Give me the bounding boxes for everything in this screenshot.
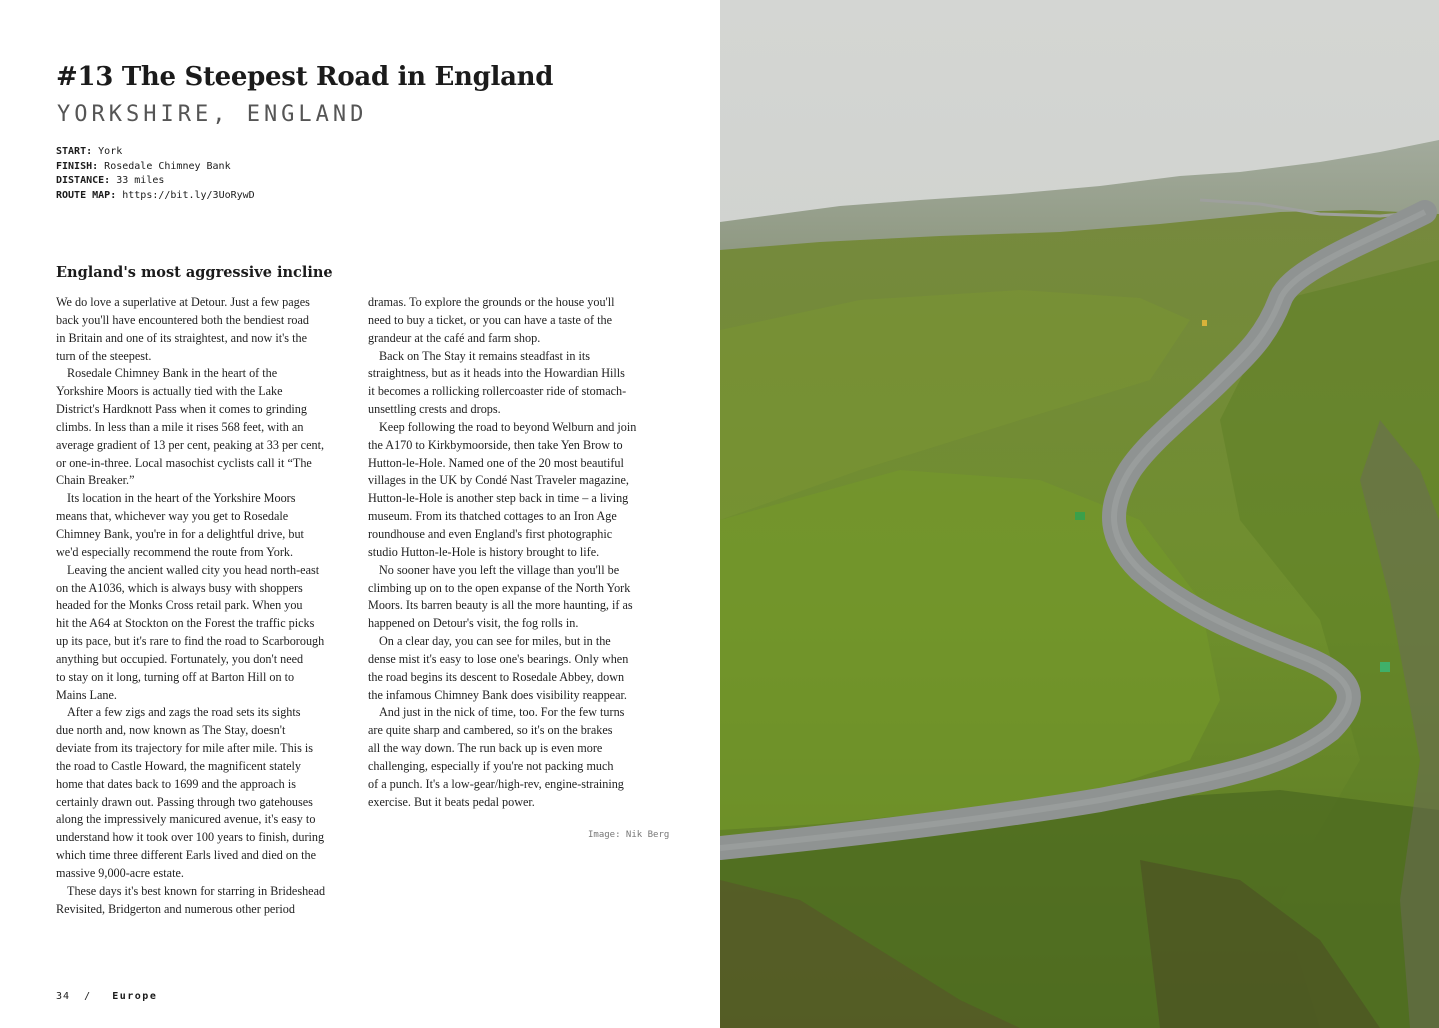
body-line: Hutton-le-Hole is another step back in time – a living bbox=[368, 491, 629, 506]
body-line: average gradient of 13 per cent, peaking at 33 per cent, bbox=[56, 437, 325, 452]
body-line: happened on Detour's visit, the fog rolls in. bbox=[368, 616, 579, 631]
body-line: due north and, now known as The Stay, doesn't bbox=[56, 723, 286, 738]
route-distance-label: DISTANCE bbox=[56, 175, 105, 186]
body-line: Yorkshire Moors is actually tied with the Lake bbox=[56, 384, 283, 399]
body-line: challenging, especially if you're not packing much bbox=[368, 758, 614, 773]
section-name: Europe bbox=[112, 991, 158, 1002]
body-line: deviate from its trajectory for mile after mile. This is bbox=[56, 741, 313, 756]
body-line: Revisited, Bridgerton and numerous other period bbox=[56, 901, 295, 916]
body-line: turn of the steepest. bbox=[56, 348, 152, 363]
body-column-1 bbox=[56, 294, 325, 919]
body-line: back you'll have encountered both the bendiest road bbox=[56, 312, 309, 327]
body-line: Hutton-le-Hole. Named one of the 20 most beautiful bbox=[368, 455, 624, 470]
roadside-marker bbox=[1380, 662, 1390, 672]
body-line: Back on The Stay it remains steadfast in its bbox=[379, 348, 590, 363]
body-line: Chain Breaker.” bbox=[56, 473, 135, 488]
body-line: all the way down. The run back up is even more bbox=[368, 741, 603, 756]
landscape-photo bbox=[720, 0, 1439, 1028]
page-footer bbox=[56, 991, 157, 1002]
body-line: the infamous Chimney Bank does visibility reappear. bbox=[368, 687, 627, 702]
body-line: Leaving the ancient walled city you head north-east bbox=[67, 562, 320, 577]
body-line: grandeur at the café and farm shop. bbox=[368, 330, 541, 345]
route-map: ROUTE MAP: https://bit.ly/3UoRywD bbox=[56, 189, 255, 201]
route-distance: DISTANCE: 33 miles bbox=[56, 175, 165, 186]
body-line: the road to Castle Howard, the magnificent stately bbox=[56, 758, 302, 773]
body-line: Moors. Its barren beauty is all the more haunting, if as bbox=[368, 598, 633, 613]
route-start-value: York bbox=[98, 146, 123, 157]
body-line: in Britain and one of its straightest, and now it's the bbox=[56, 330, 307, 345]
route-info bbox=[56, 145, 255, 203]
body-line: climbing up on to the open expanse of the North York bbox=[368, 580, 631, 595]
page-number: 34 bbox=[56, 991, 71, 1002]
body-line: home that dates back to 1699 and the approach is bbox=[56, 776, 296, 791]
road-sign bbox=[1202, 320, 1207, 326]
body-line: massive 9,000-acre estate. bbox=[56, 866, 184, 880]
route-distance-value: 33 miles bbox=[116, 175, 165, 186]
route-start: START: York bbox=[56, 146, 123, 157]
route-map-link[interactable]: https://bit.ly/3UoRywD bbox=[122, 189, 255, 201]
route-finish-value: Rosedale Chimney Bank bbox=[104, 160, 231, 172]
body-line: We do love a superlative at Detour. Just a few pages bbox=[56, 295, 310, 309]
photo-credit: Image: Nik Berg bbox=[588, 830, 670, 840]
body-line: Keep following the road to beyond Welburn and join bbox=[379, 419, 637, 434]
body-column-2 bbox=[368, 294, 636, 811]
route-finish: FINISH: Rosedale Chimney Bank bbox=[56, 160, 231, 172]
body-line: And just in the nick of time, too. For the few turns bbox=[379, 705, 625, 720]
body-line: On a clear day, you can see for miles, but in the bbox=[379, 634, 611, 649]
body-line: means that, whichever way you get to Rosedale bbox=[56, 509, 289, 524]
body-line: roundhouse and even England's first photographic bbox=[368, 526, 613, 541]
article-title: #13 The Steepest Road in England bbox=[56, 62, 554, 92]
body-line: No sooner have you left the village than you'll be bbox=[379, 562, 620, 577]
article-region: YORKSHIRE, ENGLAND bbox=[57, 102, 368, 127]
body-line: of a punch. It's a low-gear/high-rev, engine-straining bbox=[368, 776, 624, 791]
body-line: the A170 to Kirkbymoorside, then take Yen Brow to bbox=[368, 437, 623, 452]
body-line: up its pace, but it's rare to find the road to Scarborough bbox=[56, 634, 325, 649]
footer-separator: / bbox=[84, 991, 92, 1002]
article-subheading: England's most aggressive incline bbox=[56, 264, 333, 281]
body-line: understand how it took over 100 years to finish, during bbox=[56, 830, 325, 845]
body-line: it becomes a rollicking rollercoaster ride of stomach- bbox=[368, 384, 627, 399]
body-line: District's Hardknott Pass when it comes to grinding bbox=[56, 402, 307, 417]
body-line: After a few zigs and zags the road sets its sights bbox=[67, 705, 301, 720]
body-line: we'd especially recommend the route from York. bbox=[56, 544, 294, 559]
body-line: are quite sharp and cambered, so it's on the brakes bbox=[368, 723, 613, 738]
body-line: on the A1036, which is always busy with shoppers bbox=[56, 580, 303, 595]
body-line: headed for the Monks Cross retail park. When you bbox=[56, 598, 303, 613]
body-line: need to buy a ticket, or you can have a taste of the bbox=[368, 312, 612, 327]
body-line: or one-in-three. Local masochist cyclists call it “The bbox=[56, 455, 312, 470]
body-line: Mains Lane. bbox=[56, 687, 117, 702]
body-line: studio Hutton-le-Hole is history brought to life. bbox=[368, 544, 600, 559]
body-line: unsettling crests and drops. bbox=[368, 402, 501, 417]
route-map-label: ROUTE MAP bbox=[56, 189, 111, 201]
moorland-road-illustration bbox=[720, 0, 1439, 1028]
body-line: hit the A64 at Stockton on the Forest the traffic picks bbox=[56, 616, 315, 631]
body-line: anything but occupied. Fortunately, you don't need bbox=[56, 651, 304, 666]
route-finish-label: FINISH bbox=[56, 160, 93, 172]
body-line: dramas. To explore the grounds or the house you'll bbox=[368, 295, 615, 309]
body-line: which time three different Earls lived and died on the bbox=[56, 848, 317, 863]
body-line: Its location in the heart of the Yorkshire Moors bbox=[67, 491, 296, 506]
body-line: certainly drawn out. Passing through two gatehouses bbox=[56, 794, 313, 809]
body-line: climbs. In less than a mile it rises 568 feet, with an bbox=[56, 419, 304, 434]
body-line: Chimney Bank, you're in for a delightful drive, but bbox=[56, 526, 304, 541]
body-line: straightness, but as it heads into the Howardian Hills bbox=[368, 366, 625, 381]
body-line: museum. From its thatched cottages to an Iron Age bbox=[368, 509, 617, 524]
route-start-label: START bbox=[56, 146, 87, 157]
body-line: dense mist it's easy to lose one's bearings. Only when bbox=[368, 651, 629, 666]
body-line: along the impressively manicured avenue, it's easy to bbox=[56, 812, 316, 827]
roadside-bin bbox=[1075, 512, 1085, 520]
body-line: villages in the UK by Condé Nast Traveler magazine, bbox=[368, 473, 629, 488]
body-line: to stay on it long, turning off at Barton Hill on to bbox=[56, 669, 295, 684]
body-line: the road begins its descent to Rosedale Abbey, down bbox=[368, 669, 625, 684]
body-line: Rosedale Chimney Bank in the heart of the bbox=[67, 366, 278, 381]
body-line: exercise. But it beats pedal power. bbox=[368, 794, 535, 809]
body-line: These days it's best known for starring in Brideshead bbox=[67, 883, 326, 898]
